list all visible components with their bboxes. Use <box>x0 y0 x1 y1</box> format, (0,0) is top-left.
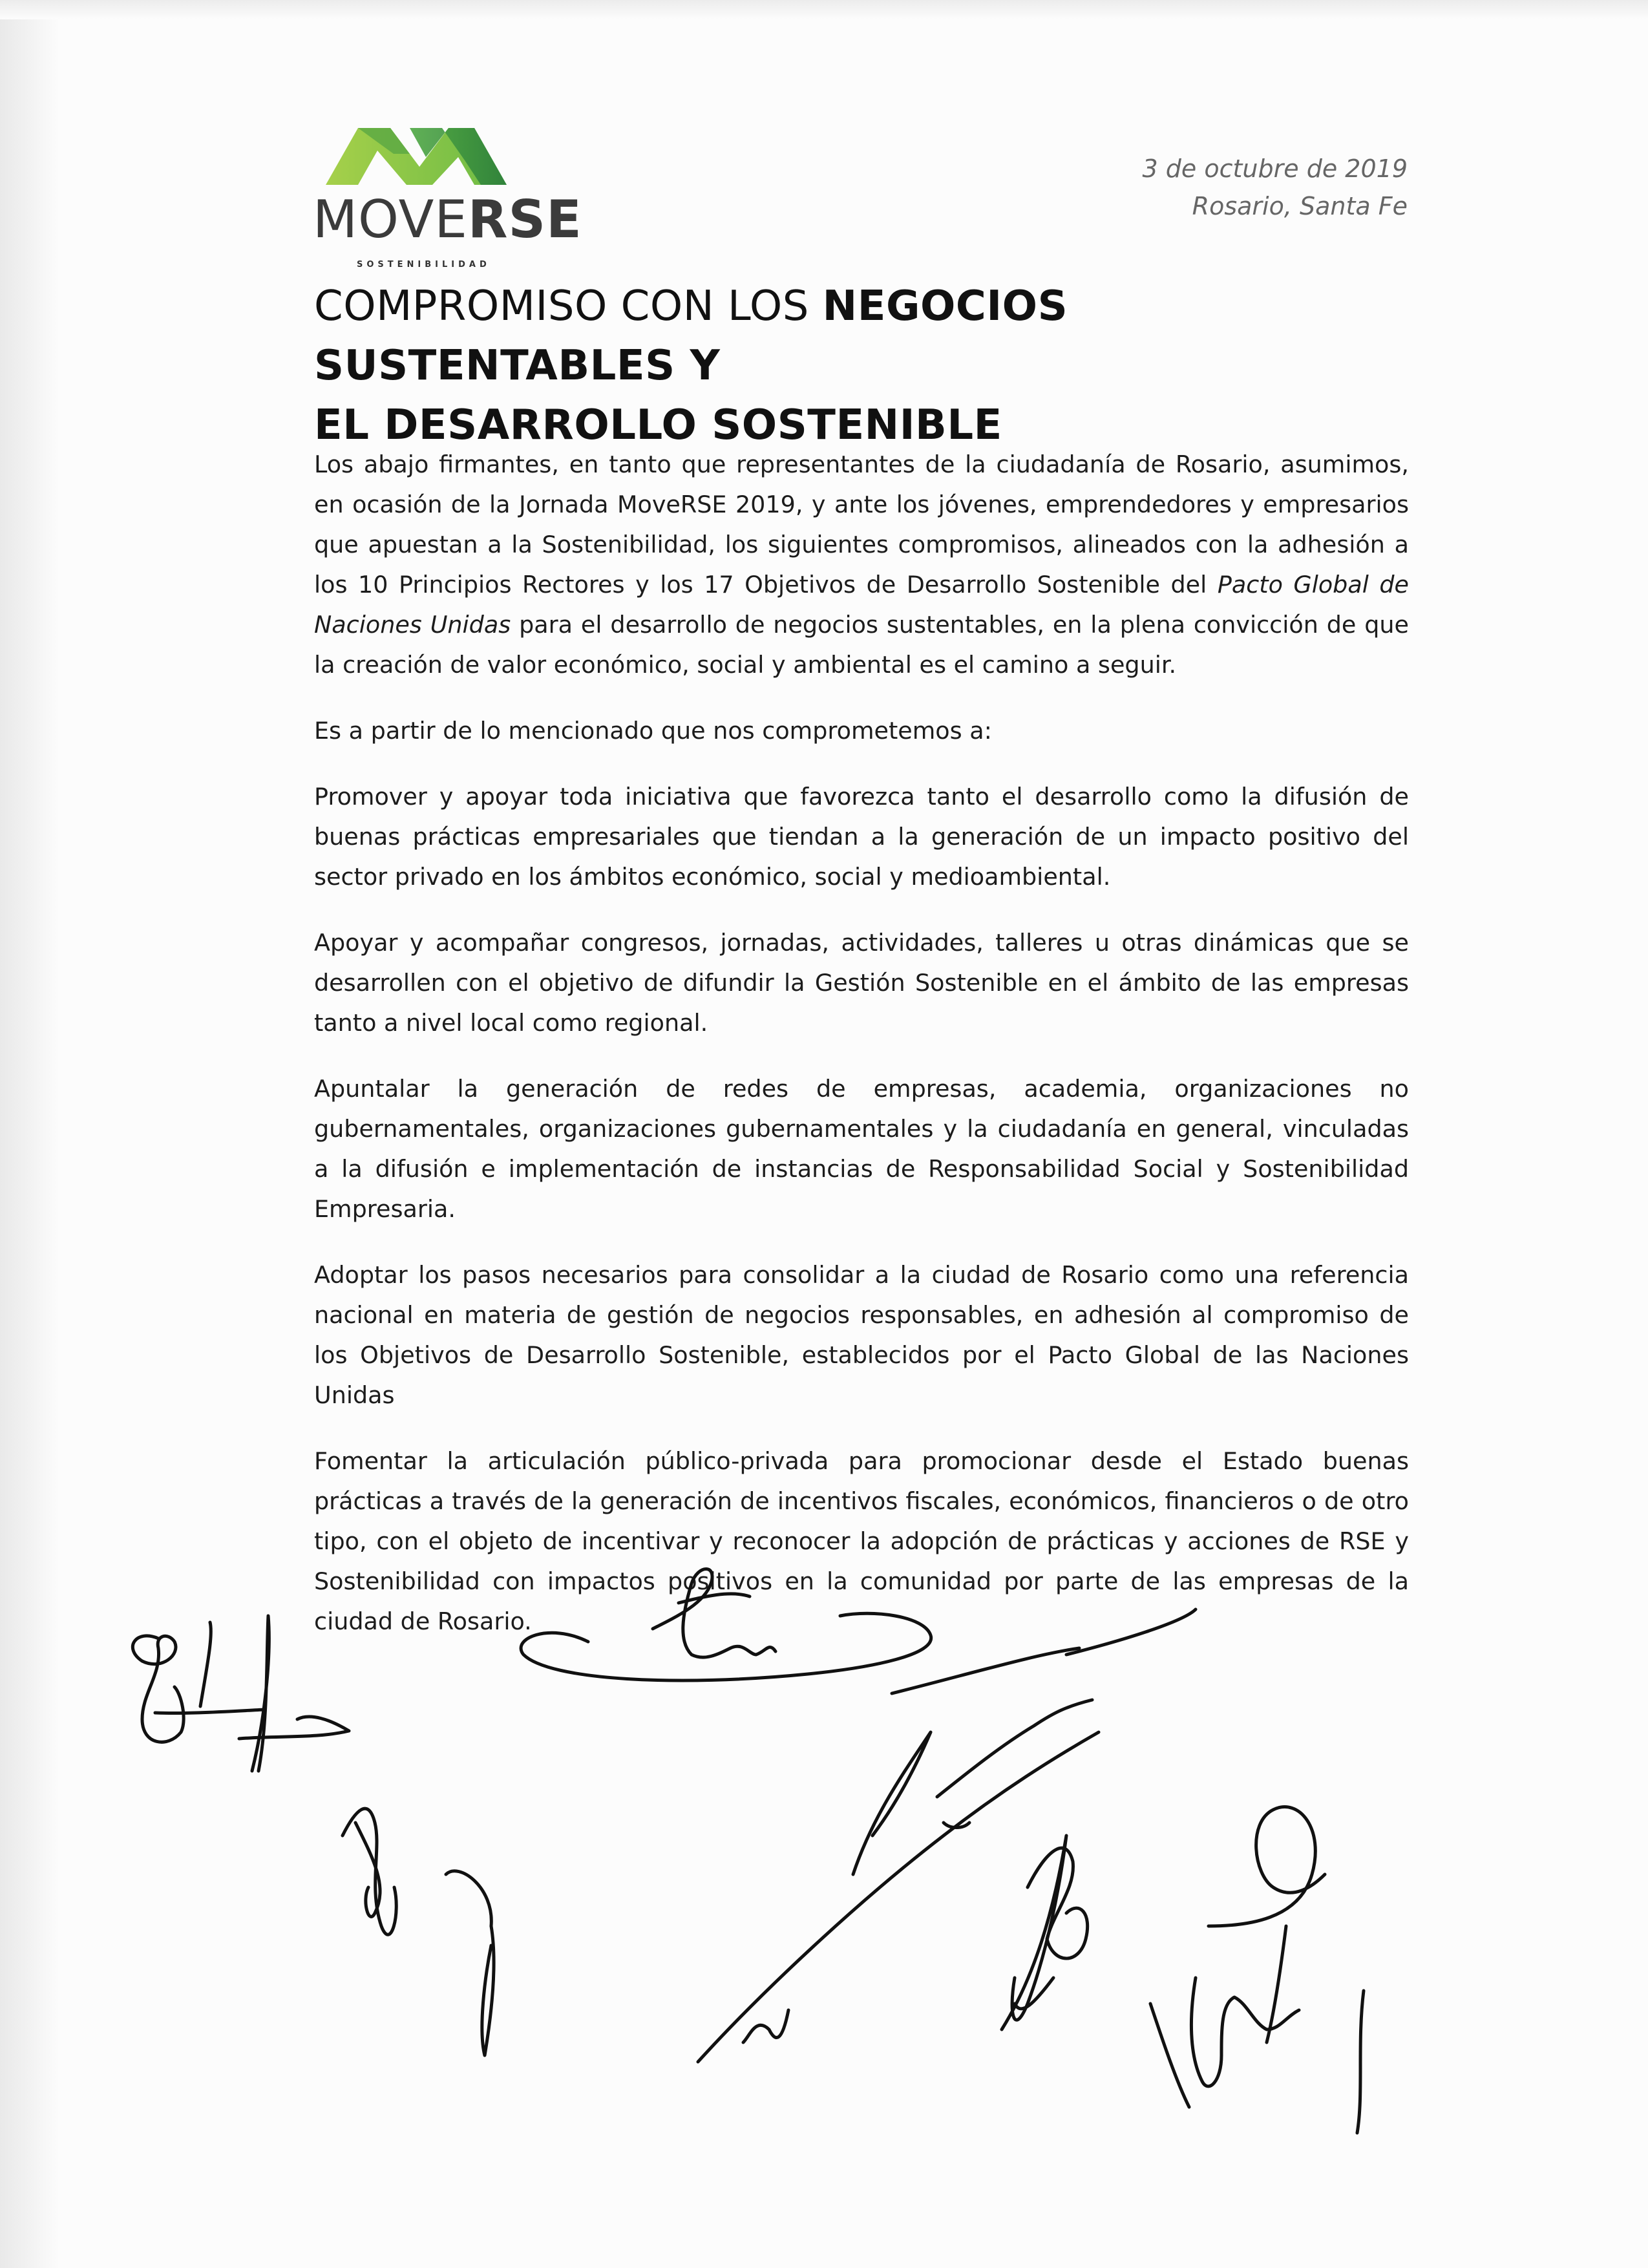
paragraph-intro-b: para el desarrollo de negocios sustentables, en la plena convicción de que la creación de valor económico, social y ambiental es el camino a seguir. <box>314 611 1409 679</box>
paragraph-commitment-5: Fomentar la articulación público-privada para promocionar desde el Estado buenas prácticas a través de la generación de incentivos fiscales, económicos, financieros o de otro tipo, con el objeto de incentivar y reconocer la adopción de prácticas y acciones de RSE y Sostenibilidad con impactos positivos en la comunidad por parte de las empresas de la ciudad de Rosario. <box>314 1447 1409 1635</box>
logo-word-move: MOVE <box>313 189 468 249</box>
logo-tagline: SOSTENIBILIDAD <box>357 260 491 270</box>
paragraph-commitment-3: Apuntalar la generación de redes de empresas, academia, organizaciones no gubernamentales, organizaciones gubernamentales y la ciudadanía en general, vinculadas a la difusión e implementación de instancias de Responsabilidad Social y Sostenibilidad Empresaria. <box>314 1075 1409 1223</box>
paragraph-commitment-4: Adoptar los pasos necesarios para consolidar a la ciudad de Rosario como una referencia nacional en materia de gestión de negocios responsables, en adhesión al compromiso de los Objetivos de Desarrollo Sostenible, establecidos por el Pacto Global de las Naciones Unidas <box>314 1261 1409 1409</box>
signature-2 <box>343 1808 494 2055</box>
document-title <box>314 277 1426 455</box>
document-body <box>314 445 1409 1668</box>
signature-1 <box>132 1616 349 1771</box>
paragraph-lead: Es a partir de lo mencionado que nos comprometemos a: <box>314 717 992 745</box>
scan-shadow-top <box>0 0 1648 19</box>
paragraph-intro-italic: Pacto Global de Naciones Unidas <box>314 571 1409 639</box>
date-block <box>1143 150 1408 225</box>
signature-5 <box>1002 1836 1088 2030</box>
signatures-area <box>97 1525 1519 2172</box>
title-regular: COMPROMISO CON LOS <box>314 282 823 330</box>
paragraph-intro-a: Los abajo firmantes, en tanto que representantes de la ciudadanía de Rosario, asumimos, en ocasión de la Jornada MoveRSE 2019, y ante los jóvenes, emprendedores y empresarios que apuestan a la Sostenibilidad, los siguientes compromisos, alineados con la adhesión a los 10 Principios Rectores y los 17 Objetivos de Desarrollo Sostenible del <box>314 450 1409 599</box>
title-bold-1: NEGOCIOS SUSTENTABLES Y <box>314 282 1068 390</box>
paragraph-commitment-1: Promover y apoyar toda iniciativa que favorezca tanto el desarrollo como la difusión de buenas prácticas empresariales que tiendan a la generación de un impacto positivo del sector privado en los ámbitos económico, social y medioambiental. <box>314 783 1409 891</box>
paragraph-commitment-2: Apoyar y acompañar congresos, jornadas, actividades, talleres u otras dinámicas que se desarrollen con el objetivo de difundir la Gestión Sostenible en el ámbito de las empresas tanto a nivel local como regional. <box>314 929 1409 1037</box>
scan-shadow-edge <box>0 0 59 2268</box>
signature-6 <box>1150 1807 1364 2133</box>
paragraph-intro <box>314 445 1409 685</box>
logo-wordmark <box>313 189 582 249</box>
logo-word-rse: RSE <box>467 189 582 249</box>
moverse-logo <box>313 122 582 270</box>
title-bold-2: EL DESARROLLO SOSTENIBLE <box>314 401 1002 449</box>
place-line: Rosario, Santa Fe <box>1192 192 1408 220</box>
moverse-logo-mark-icon <box>313 122 526 186</box>
date-line: 3 de octubre de 2019 <box>1142 154 1408 183</box>
signature-3 <box>521 1569 931 1681</box>
